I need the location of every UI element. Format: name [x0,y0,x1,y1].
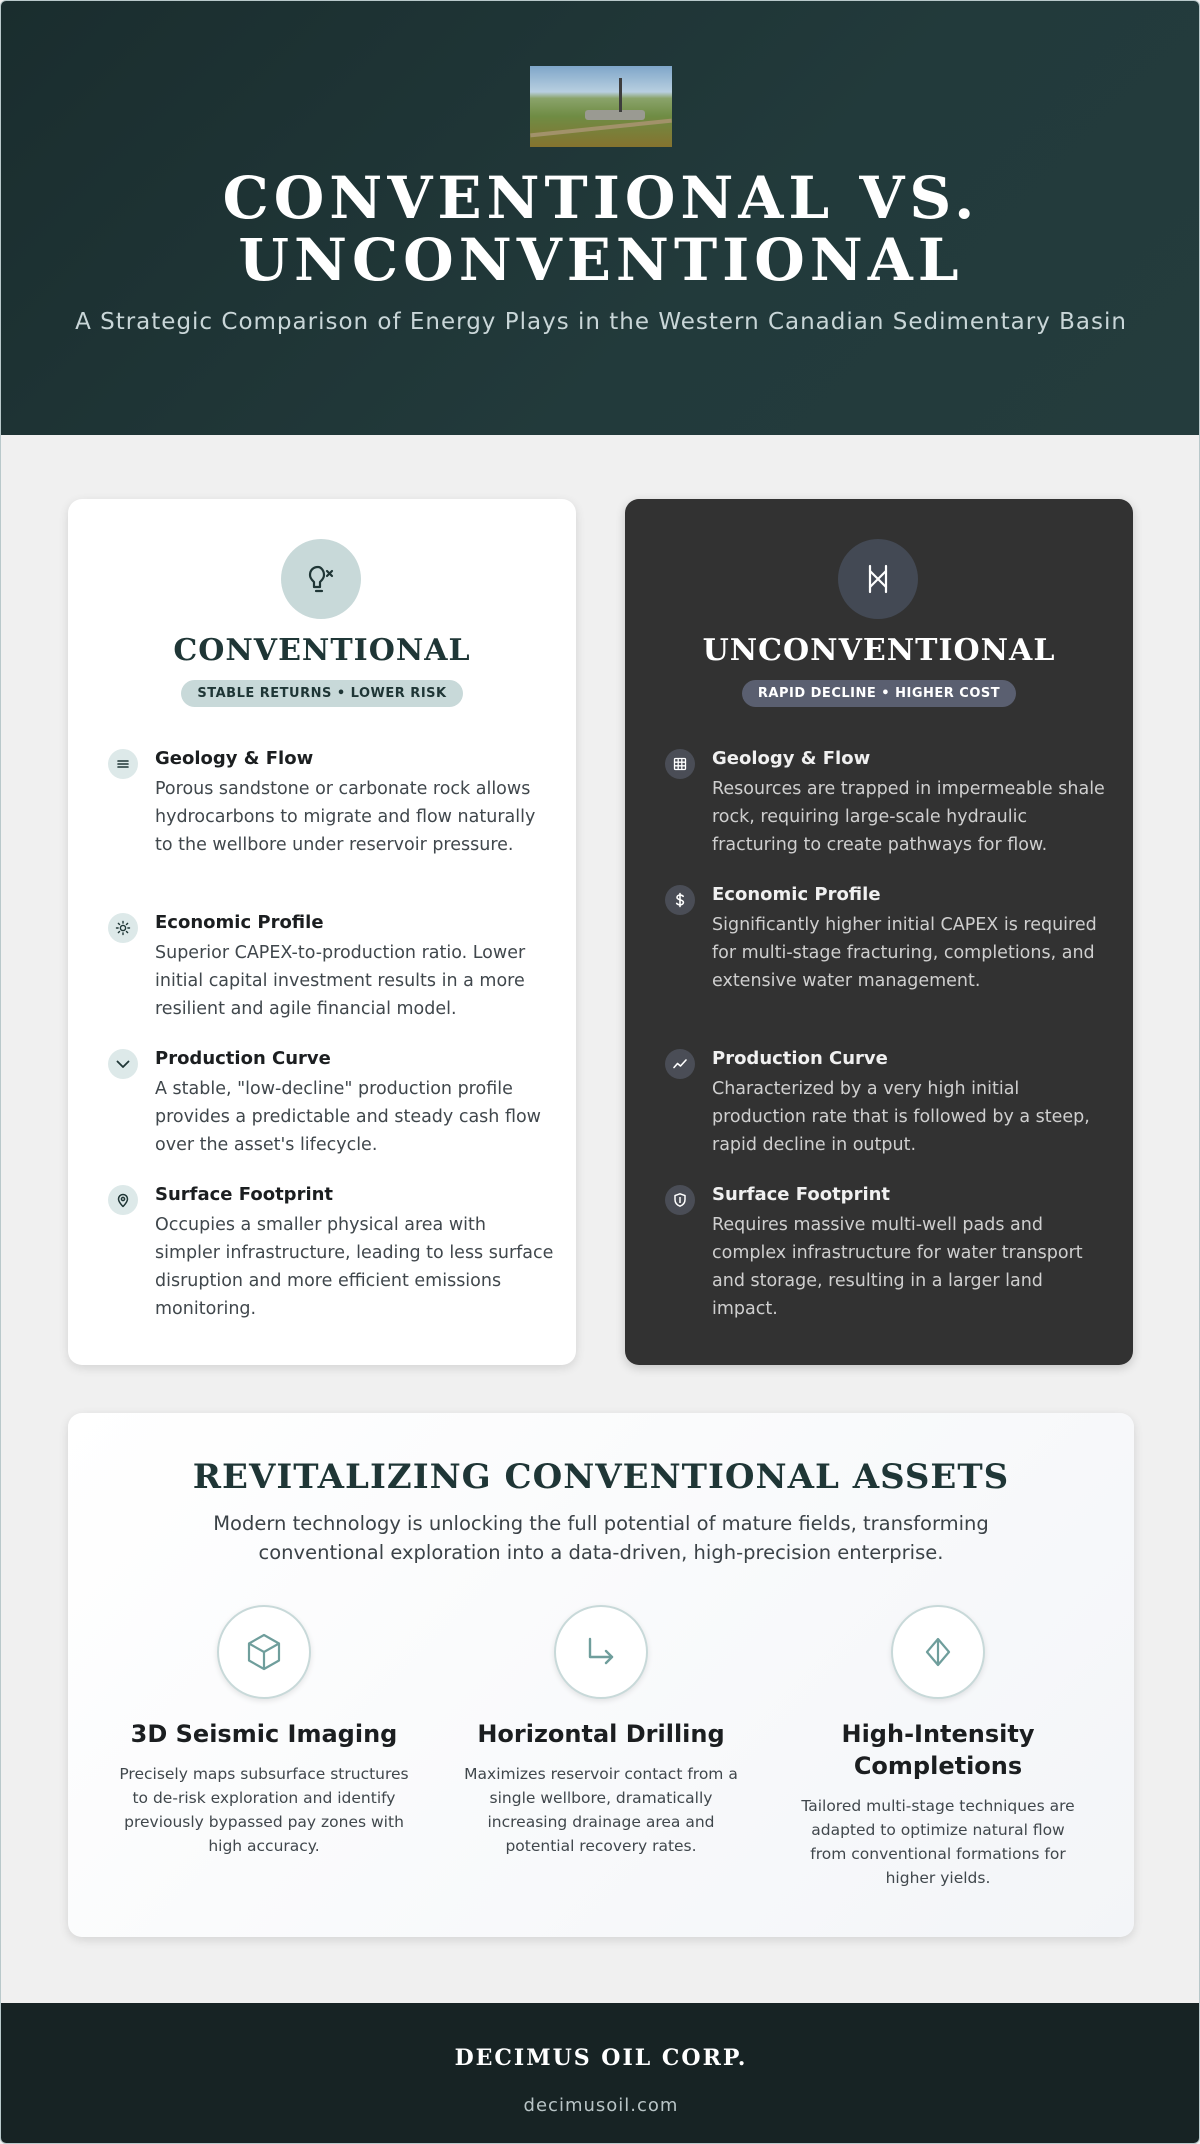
grid-icon [665,749,695,779]
feature-title: Production Curve [712,1048,888,1069]
feature-title: Economic Profile [155,912,324,933]
fracture-icon [838,539,918,619]
feature-title: Economic Profile [712,884,881,905]
page-title [1,164,1200,294]
tech-title: Horizontal Drilling [477,1720,725,1748]
cube-icon [217,1605,311,1699]
tech-title: 3D Seismic Imaging [130,1720,398,1748]
feature-body: Requires massive multi-well pads and complex infrastructure for water transport and storage, resulting in a larger land impact. [712,1215,1083,1319]
unconventional-card [625,499,1133,1365]
sun-icon [108,913,138,943]
shield-icon [665,1185,695,1215]
company-name: DECIMUS OIL CORP. [454,2045,748,2071]
tech-body: Precisely maps subsurface structures to de-risk exploration and identify previously bypassed pay zones with high accuracy. [119,1765,409,1855]
chevron-down-icon [108,1049,138,1079]
section-intro: Modern technology is unlocking the full potential of mature fields, transforming conventional exploration into a data-driven, high-precision enterprise. [213,1512,989,1564]
dollar-icon [665,885,695,915]
card-tag: STABLE RETURNS • LOWER RISK [181,680,462,707]
revitalizing-section [68,1413,1134,1937]
tech-title: High-Intensity Completions [841,1720,1035,1780]
card-title: UNCONVENTIONAL [702,633,1056,668]
feature-body: Porous sandstone or carbonate rock allows hydrocarbons to migrate and flow naturally to the wellbore under reservoir pressure. [155,779,536,855]
company-url[interactable]: decimusoil.com [523,2095,679,2116]
tech-body: Maximizes reservoir contact from a single wellbore, dramatically increasing drainage area and potential recovery rates. [464,1765,738,1855]
header [1,1,1200,435]
layers-icon [108,749,138,779]
conventional-card [68,499,576,1365]
card-tag: RAPID DECLINE • HIGHER COST [742,680,1016,707]
title-line-1: CONVENTIONAL VS. [222,164,980,232]
diamond-icon [891,1605,985,1699]
feature-title: Geology & Flow [155,748,314,769]
tech-body: Tailored multi-stage techniques are adapted to optimize natural flow from conventional formations for higher yields. [801,1797,1075,1887]
title-line-2: UNCONVENTIONAL [238,226,964,294]
feature-body: Resources are trapped in impermeable shale rock, requiring large-scale hydraulic fracturing to create pathways for flow. [712,779,1105,855]
oil-field-photo [530,66,672,147]
feature-body: Significantly higher initial CAPEX is required for multi-stage fracturing, completions, and extensive water management. [712,915,1097,991]
feature-title: Geology & Flow [712,748,871,769]
feature-title: Production Curve [155,1048,331,1069]
card-title: CONVENTIONAL [173,633,471,668]
corner-arrow-icon [554,1605,648,1699]
section-title: REVITALIZING CONVENTIONAL ASSETS [192,1457,1010,1497]
location-pin-icon [108,1185,138,1215]
trend-line-icon [665,1049,695,1079]
feature-body: Characterized by a very high initial production rate that is followed by a steep, rapid decline in output. [712,1079,1090,1155]
feature-body: Occupies a smaller physical area with simpler infrastructure, leading to less surface disruption and more efficient emissions monitoring. [155,1215,554,1319]
feature-body: A stable, "low-decline" production profile provides a predictable and steady cash flow over the asset's lifecycle. [155,1079,541,1155]
oil-drop-icon [281,539,361,619]
page-subtitle: A Strategic Comparison of Energy Plays in the Western Canadian Sedimentary Basin [75,309,1127,335]
feature-title: Surface Footprint [712,1184,891,1205]
feature-body: Superior CAPEX-to-production ratio. Lower initial capital investment results in a more resilient and agile financial model. [155,943,526,1019]
footer [1,2003,1200,2144]
feature-title: Surface Footprint [155,1184,334,1205]
